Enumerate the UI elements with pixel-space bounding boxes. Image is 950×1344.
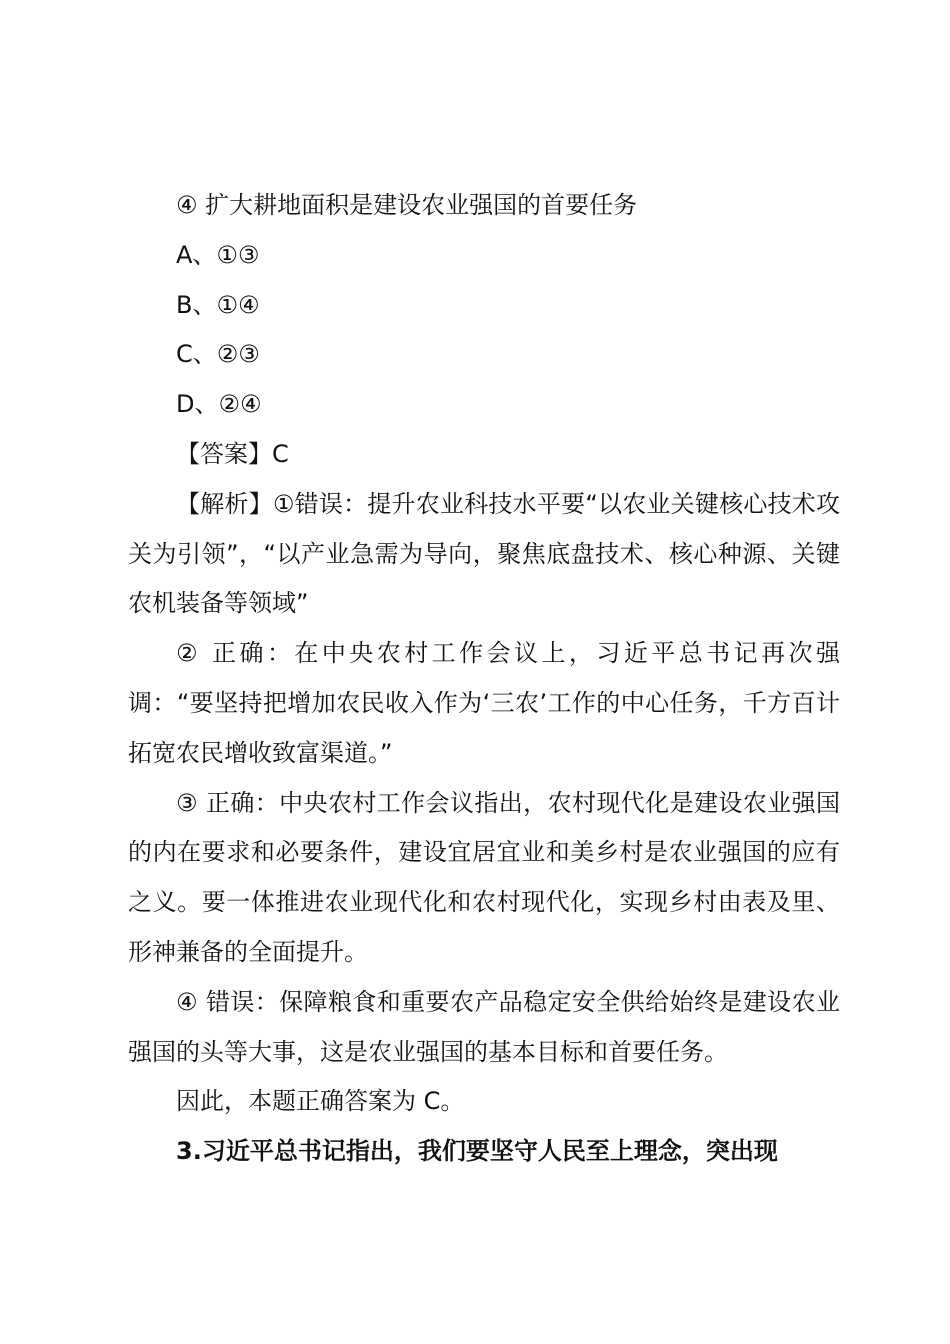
option-4-statement: ④ 扩大耕地面积是建设农业强国的首要任务 [176,191,638,219]
choice-d: D、②④ [176,390,262,419]
analysis-conclusion: 因此，本题正确答案为 C。 [176,1087,465,1116]
choice-a: A、①③ [176,240,260,269]
choice-c: C、②③ [176,340,260,369]
analysis-paragraph-2: ② 正确：在中央农村工作会议上，习近平总书记再次强调：“要坚持把增加农民收入作为‘三农’工作的中心任务，千方百计拓宽农民增收致富渠道。” [128,639,840,767]
analysis-paragraph-4: ④ 错误：保障粮食和重要农产品稳定安全供给始终是建设农业强国的头等大事，这是农业强国的基本目标和首要任务。 [128,987,840,1066]
document-body [128,181,840,1177]
next-question-heading: 3.习近平总书记指出，我们要坚守人民至上理念，突出现 [176,1137,778,1166]
choice-b: B、①④ [176,290,260,319]
analysis-paragraph-3: ③ 正确：中央农村工作会议指出，农村现代化是建设农业强国的内在要求和必要条件，建设宜居宜业和美乡村是农业强国的应有之义。要一体推进农业现代化和农村现代化，实现乡村由表及里、形神兼备的全面提升。 [128,788,840,966]
answer-line: 【答案】C [176,439,289,468]
analysis-paragraph-1: 【解析】①错误：提升农业科技水平要“以农业关键核心技术攻关为引领”，“以产业急需为导向，聚焦底盘技术、核心种源、关键农机装备等领域” [128,489,840,618]
